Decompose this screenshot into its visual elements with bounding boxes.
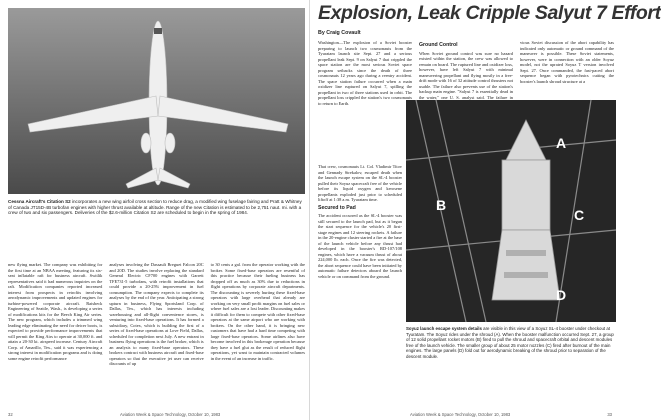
column-text: vious Soviet discussion of the abort capability has indicated only automatic or ground command of the maneuver is possible. These Soviet statements, however, were in connection with an older Soyuz model, not the uprated Soyuz T version involved Sept. 27. Once commanded, the fast-paced abort sequence began with pyrotechnics cutting the booster's launch shroud structure at a [520,40,614,84]
label-b: B [436,197,447,213]
article-column-3 [211,262,305,408]
caption-text: incorporates a new wing airfoil cross section to reduce drag, a modified wing fuselage fairing and Pratt & Whitney of Canada JT15D-4B turbofan engines with higher thrust available at altitude. Range of the new Citation is estimated to be 2,751 naut. mi. with a crew of two and six passengers. Deliveries of the $2.6-million Citation S2 are scheduled to begin in the spring of 1984. [8,199,302,216]
label-a: A [556,135,567,151]
subhead-secured-to-pad: Secured to Pad [318,204,356,211]
soyuz-booster-photo [406,100,616,322]
label-c: C [574,207,585,223]
label-d: D [556,287,567,303]
caption-lead: Soyuz launch escape system details [406,326,482,331]
soyuz-illustration [406,100,616,322]
article-columns [8,262,305,408]
cessna-citation-photo [8,8,305,194]
subhead-ground-control: Ground Control [419,42,458,48]
article-column-1 [8,262,102,408]
left-page [0,0,310,420]
magazine-footer: Aviation Week & Space Technology, October 10, 1983 [120,412,221,417]
column-text: new flying market. The company was exhibiting for the first time at an NBAA meeting, featuring its six-seat inflatable raft for business aircraft. Switlik representatives said it had numerous inquiries on the raft. Modification companies reported increased interest from prospects in retrofits involving aerodynamic improvements and updated engines for turbine-powered corporate aircraft. Raisbeck Engineering of Seattle, Wash., is developing a series of modifications kits for the Beech King Air series. The new program, which includes a trimmed wing leading edge eliminating the need for deicer boots, is expected to provide performance improvements that will permit the King Airs to operate at 30,000 ft. and attain a 20-30 kt. airspeed increase. Century Aircraft Corp. of Amarillo, Tex., said it was experiencing a strong interest in modification programs and is doing some engine retrofit performance [8,262,103,361]
aircraft-illustration [8,8,305,194]
caption-text: are visible in this view of a Soyuz SL-4 booster under checkout at Tyuratam. The Soyuz rides under the shroud (A). When the booster malfunction occurred Sept. 27, a group of 12 solid propellant rocket motors (B) fired to pull the shroud and spacecraft orbital and descent modules free of the launch vehicle. The smaller group of about 25 motor nozzles (C) fired after burnout of the main engines. The large panels (D) fold out for aerodynamic breaking of the shroud prior to separation of the descent module. [406,326,614,359]
photo-caption [406,326,616,359]
right-page [310,0,661,420]
page-number: 32 [8,412,13,417]
column-text: to 30 cents a gal. from the operator working with the broker. Some fixed-base operators are resentful of this practice because their fueling business has dropped off as much as 30% due to reductions in flight operations by corporate aircraft departments. The discounting is severely hurting these fixed-base operators with large overhead that already are working on very small profit margins on fuel sales or where fuel sales are a lost leader. Discounting makes it difficult for them to compete with other fixed-base operators at the same airport who are working with brokers. On the other hand, it is bringing new customers that have had a hard time competing with large fixed-base operators. Some airlines also have become involved in this brokerage operation because they have a fuel glut as the result of reduced flight operations, yet want to maintain contracted volumes in the event of an increase in traffic. [210,262,305,361]
byline: By Craig Covault [318,30,361,36]
article-headline: Explosion, Leak Cripple Salyut 7 Effort [318,2,661,24]
column-text: Washington—The explosion of a Soviet booster preparing to launch two cosmonauts from the Tyuratam launch site Sept. 27 and a serious propellant leak Sept. 9 on Salyut 7 that crippled the space station are the most serious Soviet space program setbacks since the death of three cosmonauts 12 years ago during a reentry accident. The space station failure occurred when a main oxidizer line ruptured on Salyut 7, spilling the propellant in two of three stations used in orbit. The propellant loss crippled the station's two cosmonauts to return to Earth. [318,40,412,106]
caption-lead: Cessna Aircraft's Citation S2 [8,199,71,204]
article-column-lower [318,164,402,404]
page-number: 33 [607,412,612,417]
column-text: When Soviet ground control was sure no hazard existed within the station, the crew was allowed to remain on board. The ruptured line and oxidizer loss, however, have left Salyut 7 with minimal maneuvering propellant and flying mostly in a free-drift mode with 16 of 32 attitude control thrusters not usable. The failure also prevents use of the station's backup main engine. "Salyut 7 is essentially dead in the water," one U. S. analyst said. The failure in [419,50,513,100]
magazine-footer: Aviation Week & Space Technology, October 10, 1983 [410,412,511,417]
article-column-1 [318,40,412,160]
column-text: The accident occurred as the SL-4 booster was still secured to the launch pad, but as it began the start sequence for the vehicle's 20 first-stage engines and 12 steering rockets. A failure in the 20-engine cluster started a fire at the base of the launch vehicle before any thrust had developed in the booster's RD-107/108 engines, which have a vacuum thrust of about 224,000 lb. each. Once the fire was detected, the abort sequence could have been initiated by automatic failure detectors aboard the launch vehicle or on command from the ground. [318,213,402,279]
column-text: analyses involving the Dassault Breguet Falcon 20C and 20D. The studies involve replacing the standard General Electric CF700 engines with Garrett TFE731-5 turbofans, with retrofit installations that could provide a 20-25% improvement in fuel consumption. The company expects to complete its analyses by the end of the year. Anticipating a strong upturn in business, Flying Sportsland Corp. of Dallas, Tex., which has interests including warehousing and all-flight convenience stores, is venturing into fixed-base operations. It has formed a subsidiary, Cotex, which is building the first of a series of fixed-base operations at Love Field, Dallas, scheduled for completion next July. A new entrant in business flying operations is the fuel broker, which is an analysis to many fixed-base operators. These brokers contract with business aircraft and fixed-base operators so that the executive jet user can receive discounts of up [109,262,204,366]
photo-caption [8,199,305,216]
column-text: That crew, cosmonauts Lt. Col. Vladimir Titov and Gennady Strekalov, escaped death when the launch escape system on the SL-4 booster pulled their Soyuz spacecraft free of the vehicle before its liquid oxygen and kerosene propellants exploded just prior to scheduled liftoff at 1:38 a.m. Tyuratam time. [318,164,402,202]
article-column-2 [109,262,203,408]
